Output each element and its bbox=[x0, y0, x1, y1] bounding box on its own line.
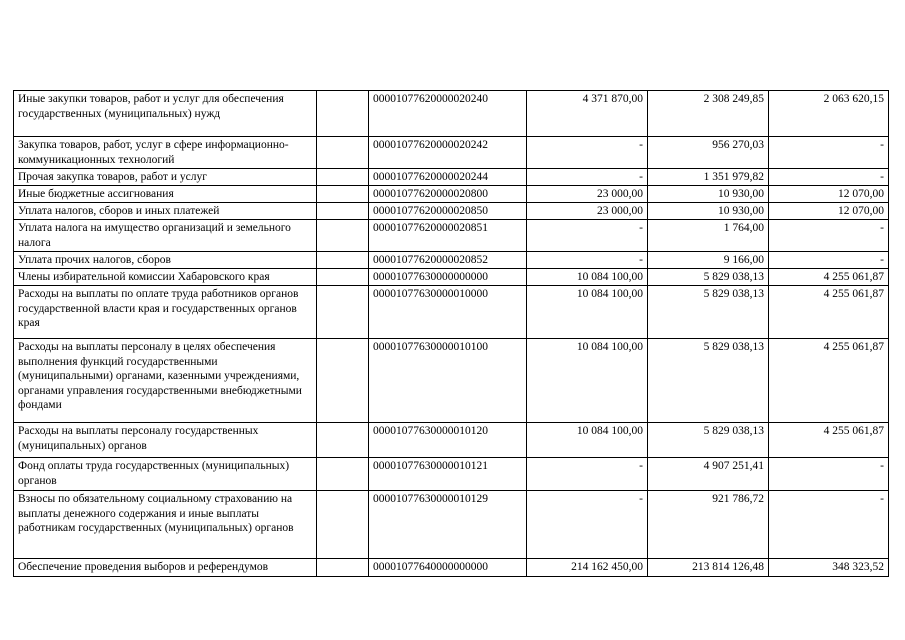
empty-cell bbox=[317, 491, 369, 559]
executed-amount: 5 829 038,13 bbox=[648, 286, 769, 339]
expense-name: Уплата прочих налогов, сборов bbox=[14, 252, 317, 269]
expense-name: Прочая закупка товаров, работ и услуг bbox=[14, 169, 317, 186]
empty-cell bbox=[317, 423, 369, 458]
table-row bbox=[14, 269, 889, 286]
budget-code: 00001077620000020240 bbox=[369, 91, 527, 137]
empty-cell bbox=[317, 169, 369, 186]
remaining-amount: - bbox=[769, 458, 889, 491]
remaining-amount: 4 255 061,87 bbox=[769, 339, 889, 423]
empty-cell bbox=[317, 559, 369, 577]
table-row bbox=[14, 339, 889, 423]
budget-code: 00001077640000000000 bbox=[369, 559, 527, 577]
plan-amount: - bbox=[527, 137, 648, 169]
remaining-amount: - bbox=[769, 252, 889, 269]
plan-amount: - bbox=[527, 169, 648, 186]
expense-name: Иные закупки товаров, работ и услуг для обеспечения государственных (муниципальных) нужд bbox=[14, 91, 317, 137]
empty-cell bbox=[317, 286, 369, 339]
table-row bbox=[14, 220, 889, 252]
executed-amount: 5 829 038,13 bbox=[648, 423, 769, 458]
expense-name: Закупка товаров, работ, услуг в сфере информационно-коммуникационных технологий bbox=[14, 137, 317, 169]
remaining-amount: 2 063 620,15 bbox=[769, 91, 889, 137]
empty-cell bbox=[317, 269, 369, 286]
remaining-amount: 4 255 061,87 bbox=[769, 286, 889, 339]
budget-execution-table bbox=[13, 90, 889, 577]
plan-amount: 10 084 100,00 bbox=[527, 286, 648, 339]
budget-code: 00001077630000010120 bbox=[369, 423, 527, 458]
remaining-amount: - bbox=[769, 220, 889, 252]
remaining-amount: 4 255 061,87 bbox=[769, 423, 889, 458]
expense-name: Взносы по обязательному социальному страхованию на выплаты денежного содержания и иные выплаты работникам государственных (муниципальных) органов bbox=[14, 491, 317, 559]
expense-name: Обеспечение проведения выборов и референдумов bbox=[14, 559, 317, 577]
plan-amount: - bbox=[527, 252, 648, 269]
budget-code: 00001077620000020242 bbox=[369, 137, 527, 169]
plan-amount: 23 000,00 bbox=[527, 203, 648, 220]
table-row bbox=[14, 169, 889, 186]
empty-cell bbox=[317, 220, 369, 252]
executed-amount: 9 166,00 bbox=[648, 252, 769, 269]
budget-code: 00001077620000020800 bbox=[369, 186, 527, 203]
plan-amount: 10 084 100,00 bbox=[527, 269, 648, 286]
executed-amount: 1 764,00 bbox=[648, 220, 769, 252]
plan-amount: - bbox=[527, 491, 648, 559]
executed-amount: 956 270,03 bbox=[648, 137, 769, 169]
budget-code: 00001077630000000000 bbox=[369, 269, 527, 286]
remaining-amount: - bbox=[769, 137, 889, 169]
table-row bbox=[14, 91, 889, 137]
executed-amount: 10 930,00 bbox=[648, 203, 769, 220]
table-row bbox=[14, 423, 889, 458]
budget-code: 00001077620000020850 bbox=[369, 203, 527, 220]
remaining-amount: 348 323,52 bbox=[769, 559, 889, 577]
remaining-amount: 12 070,00 bbox=[769, 203, 889, 220]
plan-amount: 10 084 100,00 bbox=[527, 339, 648, 423]
executed-amount: 213 814 126,48 bbox=[648, 559, 769, 577]
empty-cell bbox=[317, 339, 369, 423]
plan-amount: - bbox=[527, 458, 648, 491]
empty-cell bbox=[317, 137, 369, 169]
budget-code: 00001077620000020851 bbox=[369, 220, 527, 252]
expense-name: Иные бюджетные ассигнования bbox=[14, 186, 317, 203]
plan-amount: 10 084 100,00 bbox=[527, 423, 648, 458]
remaining-amount: 12 070,00 bbox=[769, 186, 889, 203]
expense-name: Расходы на выплаты по оплате труда работников органов государственной власти края и государственных органов края bbox=[14, 286, 317, 339]
remaining-amount: - bbox=[769, 491, 889, 559]
expense-name: Уплата налогов, сборов и иных платежей bbox=[14, 203, 317, 220]
table-row bbox=[14, 458, 889, 491]
empty-cell bbox=[317, 91, 369, 137]
expense-name: Расходы на выплаты персоналу государственных (муниципальных) органов bbox=[14, 423, 317, 458]
empty-cell bbox=[317, 203, 369, 220]
remaining-amount: 4 255 061,87 bbox=[769, 269, 889, 286]
empty-cell bbox=[317, 458, 369, 491]
remaining-amount: - bbox=[769, 169, 889, 186]
budget-code: 00001077630000010129 bbox=[369, 491, 527, 559]
plan-amount: - bbox=[527, 220, 648, 252]
empty-cell bbox=[317, 252, 369, 269]
plan-amount: 23 000,00 bbox=[527, 186, 648, 203]
table-row bbox=[14, 203, 889, 220]
table-row bbox=[14, 491, 889, 559]
table-row bbox=[14, 559, 889, 577]
executed-amount: 2 308 249,85 bbox=[648, 91, 769, 137]
expense-name: Расходы на выплаты персоналу в целях обеспечения выполнения функций государственными (муниципальными) органами, казенными учреждениями, органами управления государственными внебюджетными фондами bbox=[14, 339, 317, 423]
executed-amount: 10 930,00 bbox=[648, 186, 769, 203]
budget-code: 00001077630000010121 bbox=[369, 458, 527, 491]
table-row bbox=[14, 186, 889, 203]
expense-name: Члены избирательной комиссии Хабаровского края bbox=[14, 269, 317, 286]
budget-code: 00001077620000020244 bbox=[369, 169, 527, 186]
expense-name: Уплата налога на имущество организаций и земельного налога bbox=[14, 220, 317, 252]
plan-amount: 4 371 870,00 bbox=[527, 91, 648, 137]
table-row bbox=[14, 137, 889, 169]
executed-amount: 4 907 251,41 bbox=[648, 458, 769, 491]
executed-amount: 5 829 038,13 bbox=[648, 269, 769, 286]
budget-code: 00001077630000010100 bbox=[369, 339, 527, 423]
expense-name: Фонд оплаты труда государственных (муниципальных) органов bbox=[14, 458, 317, 491]
table-row bbox=[14, 252, 889, 269]
plan-amount: 214 162 450,00 bbox=[527, 559, 648, 577]
budget-code: 00001077620000020852 bbox=[369, 252, 527, 269]
empty-cell bbox=[317, 186, 369, 203]
executed-amount: 921 786,72 bbox=[648, 491, 769, 559]
table-row bbox=[14, 286, 889, 339]
executed-amount: 5 829 038,13 bbox=[648, 339, 769, 423]
executed-amount: 1 351 979,82 bbox=[648, 169, 769, 186]
budget-code: 00001077630000010000 bbox=[369, 286, 527, 339]
